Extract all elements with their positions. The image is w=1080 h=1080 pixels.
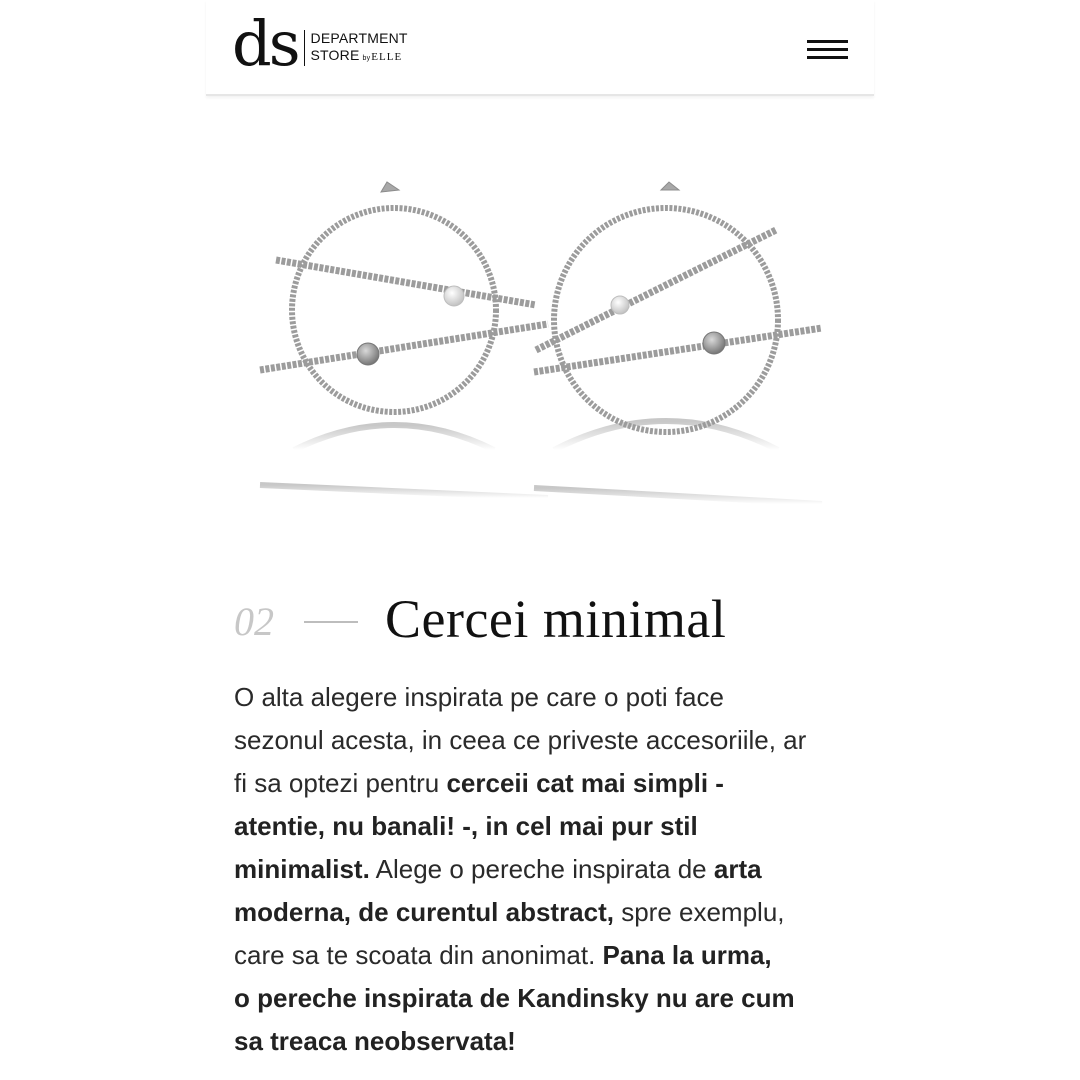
left-earring [260,182,548,412]
logo-store-text: STORE [310,46,360,63]
logo-elle-text: ELLE [371,50,403,63]
earrings-reflection [260,421,822,504]
logo-separator [304,30,305,66]
body-line: minimalist. Alege o pereche inspirata de arta [234,854,762,884]
logo-line-department: DEPARTMENT [310,29,408,46]
body-line: sa treaca neobservata! [234,1026,516,1056]
body-line: moderna, de curentul abstract, spre exemplu, [234,897,785,927]
body-line: sezonul acesta, in ceea ce priveste accesoriile, ar [234,725,807,755]
title-dash-divider [304,621,358,623]
body-line: O alta alegere inspirata pe care o poti face [234,682,724,712]
article-body [234,676,874,1063]
body-line: care sa te scoata din anonimat. Pana la urma, [234,940,772,970]
earrings-image [236,160,836,510]
site-header [206,0,874,96]
logo-wordmark [311,30,408,67]
body-line: atentie, nu banali! -, in cel mai pur stil [234,811,698,841]
logo-by-text: by [362,54,371,62]
logo-mark: ds [232,7,298,80]
section-number: 02 [234,599,274,644]
hamburger-menu-icon[interactable] [807,38,848,62]
section-title: Cercei minimal [385,589,727,649]
logo-line-store [311,47,408,67]
body-line: o pereche inspirata de Kandinsky nu are cum [234,983,795,1013]
right-earring [534,182,822,432]
body-line: fi sa optezi pentru cerceii cat mai simpli - [234,768,724,798]
site-logo[interactable] [232,7,408,80]
